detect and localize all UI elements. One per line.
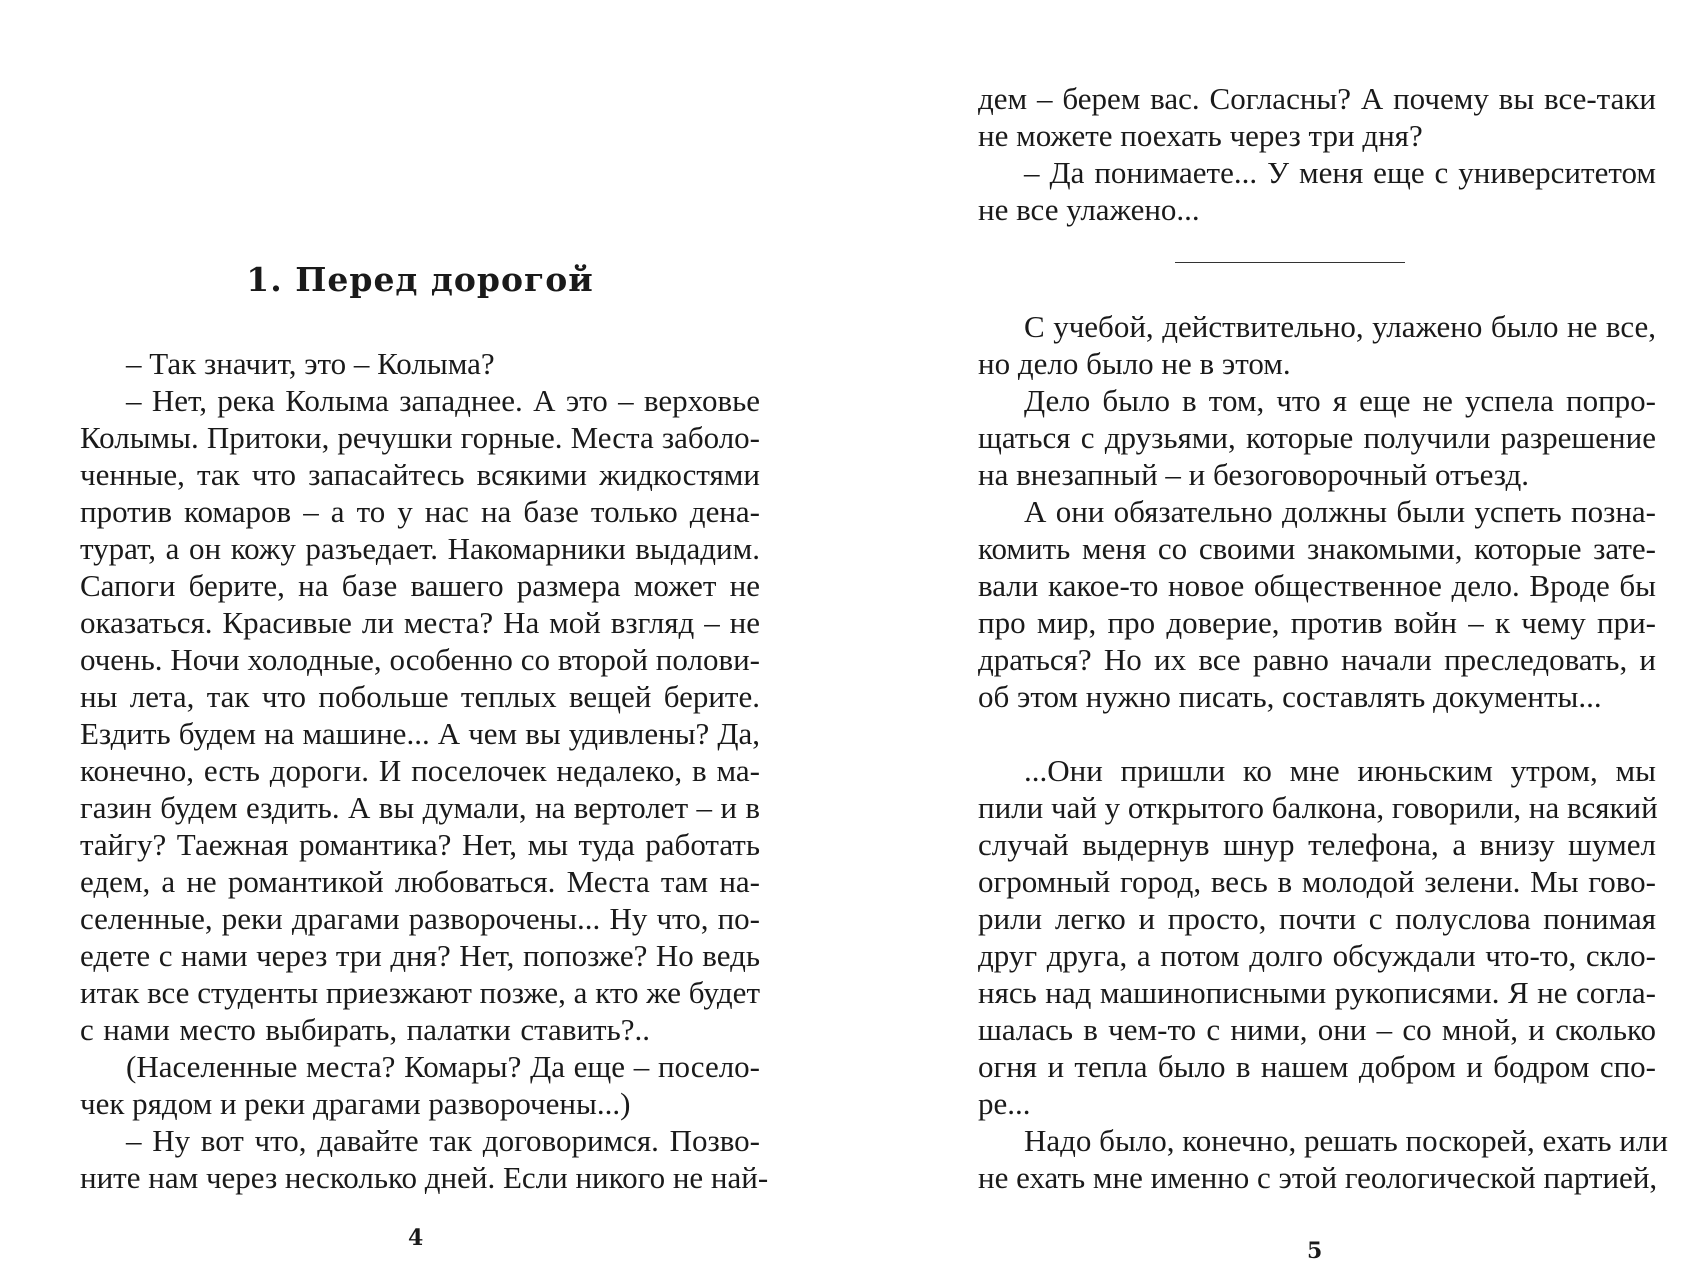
text-line: (Населенные места? Комары? Да еще – посело- [126,1049,760,1084]
text-line: нясь над машинописными рукописями. Я не согла- [978,975,1656,1010]
text-line: – Да понимаете... У меня еще с университетом [1024,155,1656,190]
text-line: не все улажено... [978,192,1200,227]
section-divider [1175,262,1405,263]
text-line: итак все студенты приезжают позже, а кто же будет [80,975,760,1010]
text-line: ните нам через несколько дней. Если никого не най- [80,1160,769,1195]
text-line: Надо было, конечно, решать поскорей, ехать или [1024,1123,1668,1158]
text-line: с нами место выбирать, палатки ставить?.. [80,1012,650,1047]
text-line: про мир, про доверие, против войн – к чему при- [978,605,1656,640]
text-line: об этом нужно писать, составлять документы... [978,679,1602,714]
text-line: ны лета, так что побольше теплых вещей берите. [80,679,760,714]
text-line: щаться с друзьями, которые получили разрешение [978,420,1656,455]
text-line: ченные, так что запасайтесь всякими жидкостями [80,457,760,492]
text-line: – Ну вот что, давайте так договоримся. Позво- [126,1123,760,1158]
text-line: пили чай у открытого балкона, говорили, на всякий [978,790,1658,825]
page-number: 5 [1307,1238,1323,1264]
text-line: – Так значит, это – Колыма? [126,346,495,381]
left-page [0,0,852,1273]
text-line: газин будем ездить. А вы думали, на вертолет – и в [80,790,760,825]
text-line: С учебой, действительно, улажено было не все, [1024,309,1656,344]
text-line: не ехать мне именно с этой геологической партией, [978,1160,1658,1195]
text-line: против комаров – а то у нас на базе только дена- [80,494,760,529]
text-line: Сапоги берите, на базе вашего размера может не [80,568,760,603]
text-line: ...Они пришли ко мне июньским утром, мы [1024,753,1656,788]
text-line: Ездить будем на машине... А чем вы удивлены? Да, [80,716,760,751]
text-line: А они обязательно должны были успеть позна- [1024,494,1656,529]
text-line: драться? Но их все равно начали преследовать, и [978,642,1656,677]
text-line: тайгу? Таежная романтика? Нет, мы туда работать [80,827,760,862]
text-line: очень. Ночи холодные, особенно со второй полови- [80,642,760,677]
text-line: рили легко и просто, почти с полуслова понимая [978,901,1656,936]
text-line: вали какое-то новое общественное дело. Вроде бы [978,568,1656,603]
text-line: но дело было не в этом. [978,346,1291,381]
text-line: друг друга, а потом долго обсуждали что-то, скло- [978,938,1656,973]
text-line: – Нет, река Колыма западнее. А это – верховье [126,383,760,418]
text-line: огня и тепла было в нашем добром и бодром спо- [978,1049,1656,1084]
chapter-title: 1. Перед дорогой [246,260,594,299]
text-line: чек рядом и реки драгами разворочены...) [80,1086,631,1121]
text-line: едете с нами через три дня? Нет, попозже? Но ведь [80,938,760,973]
text-line: Колымы. Притоки, речушки горные. Места заболо- [80,420,760,455]
text-line: дем – берем вас. Согласны? А почему вы все-таки [978,81,1656,116]
text-line: турат, а он кожу разъедает. Накомарники выдадим. [80,531,760,566]
text-line: комить меня со своими знакомыми, которые зате- [978,531,1656,566]
text-line: шалась в чем-то с ними, они – со мной, и сколько [978,1012,1656,1047]
text-line: селенные, реки драгами разворочены... Ну что, по- [80,901,760,936]
text-line: не можете поехать через три дня? [978,118,1423,153]
text-line: Дело было в том, что я еще не успела попро- [1024,383,1656,418]
text-line: едем, а не романтикой любоваться. Места там на- [80,864,760,899]
text-line: на внезапный – и безоговорочный отъезд. [978,457,1529,492]
text-line: огромный город, весь в молодой зелени. Мы гово- [978,864,1656,899]
right-page [852,0,1705,1273]
text-line: ре... [978,1086,1031,1121]
text-line: случай выдернув шнур телефона, а внизу шумел [978,827,1656,862]
text-line: оказаться. Красивые ли места? На мой взгляд – не [80,605,760,640]
page-number: 4 [408,1225,424,1251]
text-line: конечно, есть дороги. И поселочек недалеко, в ма- [80,753,760,788]
